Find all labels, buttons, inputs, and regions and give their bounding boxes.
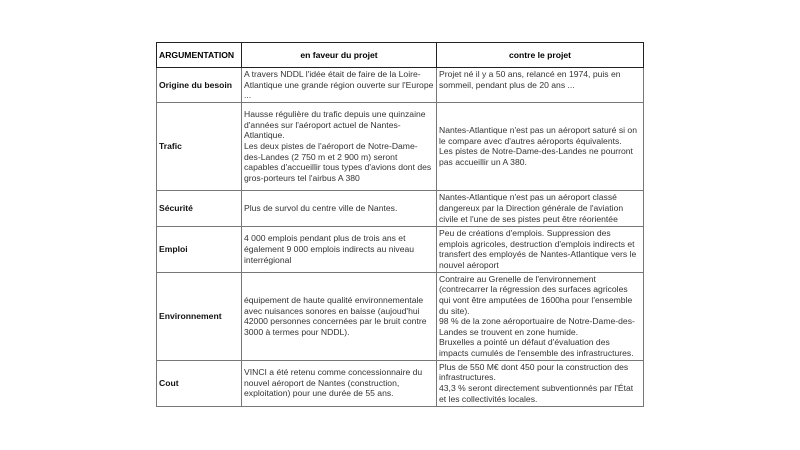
cell-contre: Contraire au Grenelle de l'environnement (contrecarrer la régression des surfaces agricoles qui vont être amputées de 1600ha pour l'ensemble du site). 98 % de la zone aéroportuaire de Notre-Dame-des-Landes se trouvent en zone humide. Bruxelles a pointé un défaut d'évaluation des impacts cumulés de l'ensemble des infrastructures.: [437, 272, 644, 360]
cell-contre: Projet né il y a 50 ans, relancé en 1974, puis en sommeil, pendant plus de 20 ans ...: [437, 68, 644, 103]
row-label: Sécurité: [157, 190, 242, 226]
table-row: [157, 360, 644, 406]
argumentation-table: [156, 42, 644, 407]
table-row: [157, 190, 644, 226]
row-label: Emploi: [157, 226, 242, 272]
cell-contre: Peu de créations d'emplois. Suppression des emplois agricoles, destruction d'emplois indirects et transfert des employés de Nantes-Atlantique vers le nouvel aéroport: [437, 226, 644, 272]
header-pour: en faveur du projet: [242, 43, 437, 68]
table-row: [157, 272, 644, 360]
row-label: Trafic: [157, 102, 242, 190]
cell-pour: Hausse régulière du trafic depuis une quinzaine d'années sur l'aéroport actuel de Nantes-Atlantique. Les deux pistes de l'aéroport de Notre-Dame-des-Landes (2 750 m et 2 900 m) seront capables d'accueillir tous types d'avions dont des gros-porteurs tel l'airbus A 380: [242, 102, 437, 190]
cell-contre: Nantes-Atlantique n'est pas un aéroport classé dangereux par la Direction générale de l'aviation civile et l'une de ses pistes peut être réorientée: [437, 190, 644, 226]
row-label: Origine du besoin: [157, 68, 242, 103]
cell-pour: équipement de haute qualité environnementale avec nuisances sonores en baisse (aujoud'hui 42000 personnes concernées par le bruit contre 3000 à termes pour NDDL).: [242, 272, 437, 360]
table-row: [157, 226, 644, 272]
header-argumentation: ARGUMENTATION: [157, 43, 242, 68]
cell-pour: Plus de survol du centre ville de Nantes.: [242, 190, 437, 226]
cell-contre: Plus de 550 M€ dont 450 pour la construction des infrastructures. 43,3 % seront directement subventionnés par l'État et les collectivités locales.: [437, 360, 644, 406]
table-row: [157, 102, 644, 190]
row-label: Environnement: [157, 272, 242, 360]
cell-contre: Nantes-Atlantique n'est pas un aéroport saturé si on le compare avec d'autres aéroports équivalents. Les pistes de Notre-Dame-des-Landes ne pourront pas accueillir un A 380.: [437, 102, 644, 190]
row-label: Cout: [157, 360, 242, 406]
cell-pour: A travers NDDL l'idée était de faire de la Loire-Atlantique une grande région ouverte sur l'Europe ...: [242, 68, 437, 103]
cell-pour: VINCI a été retenu comme concessionnaire du nouvel aéroport de Nantes (construction, exploitation) pour une durée de 55 ans.: [242, 360, 437, 406]
header-contre: contre le projet: [437, 43, 644, 68]
header-row: [157, 43, 644, 68]
cell-pour: 4 000 emplois pendant plus de trois ans et également 9 000 emplois indirects au niveau interrégional: [242, 226, 437, 272]
table-row: [157, 68, 644, 103]
